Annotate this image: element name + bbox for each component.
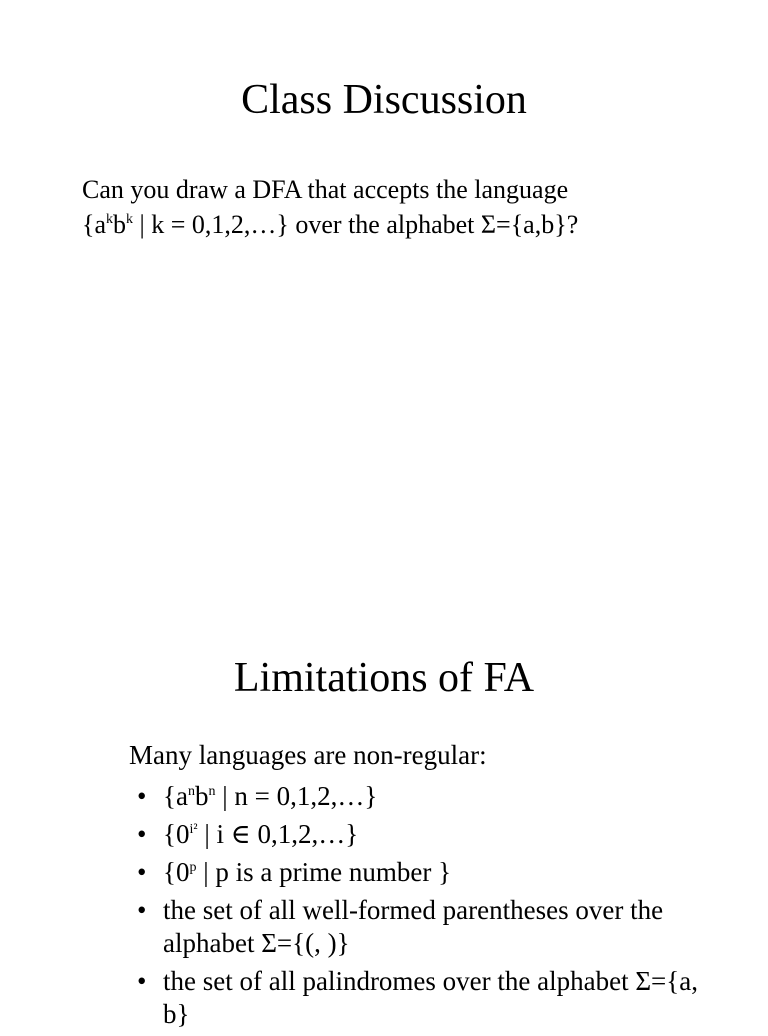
bullet-text: {a [163,781,188,811]
exponent-n: n [208,784,216,799]
bullet-text: | i ∈ 0,1,2,…} [197,819,359,849]
exponent-n: n [187,784,195,799]
slide-limitations-of-fa [0,512,768,1029]
bullet-text: | p is a prime number } [196,857,452,887]
list-item [129,965,709,1031]
question-set-open: {a [82,210,107,239]
slide-title: Class Discussion [241,77,527,123]
question-text [82,172,742,242]
list-item [129,894,709,960]
question-rest: | k = 0,1,2,…} over the alphabet Σ={a,b}? [133,210,579,239]
intro-text: Many languages are non-regular: [129,740,487,770]
slide-class-discussion [0,0,768,512]
list-item [129,818,709,851]
bullet-icon: • [137,966,147,996]
slide-title: Limitations of FA [233,655,535,701]
bullet-icon: • [137,895,147,925]
exponent-p: p [189,860,197,875]
bullet-icon: • [137,857,147,887]
list-item [129,780,709,813]
bullet-icon: • [137,781,147,811]
bullet-text: {0 [163,857,190,887]
bullet-text: the set of all palindromes over the alphabet Σ={a, b} [163,966,698,1029]
bullet-icon: • [137,819,147,849]
exponent-k: k [106,212,114,227]
question-b: b [113,210,127,239]
bullet-text: the set of all well-formed parentheses over the alphabet Σ={(, )} [163,895,664,958]
bullet-text: {0 [163,819,190,849]
exponent-k: k [126,212,134,227]
bullet-text: | n = 0,1,2,…} [215,781,378,811]
list-item [129,856,709,889]
exponent-i-squared: i² [189,822,198,837]
bullet-text: b [194,781,209,811]
bullet-list [129,780,709,1036]
question-line-1: Can you draw a DFA that accepts the language [82,175,569,204]
